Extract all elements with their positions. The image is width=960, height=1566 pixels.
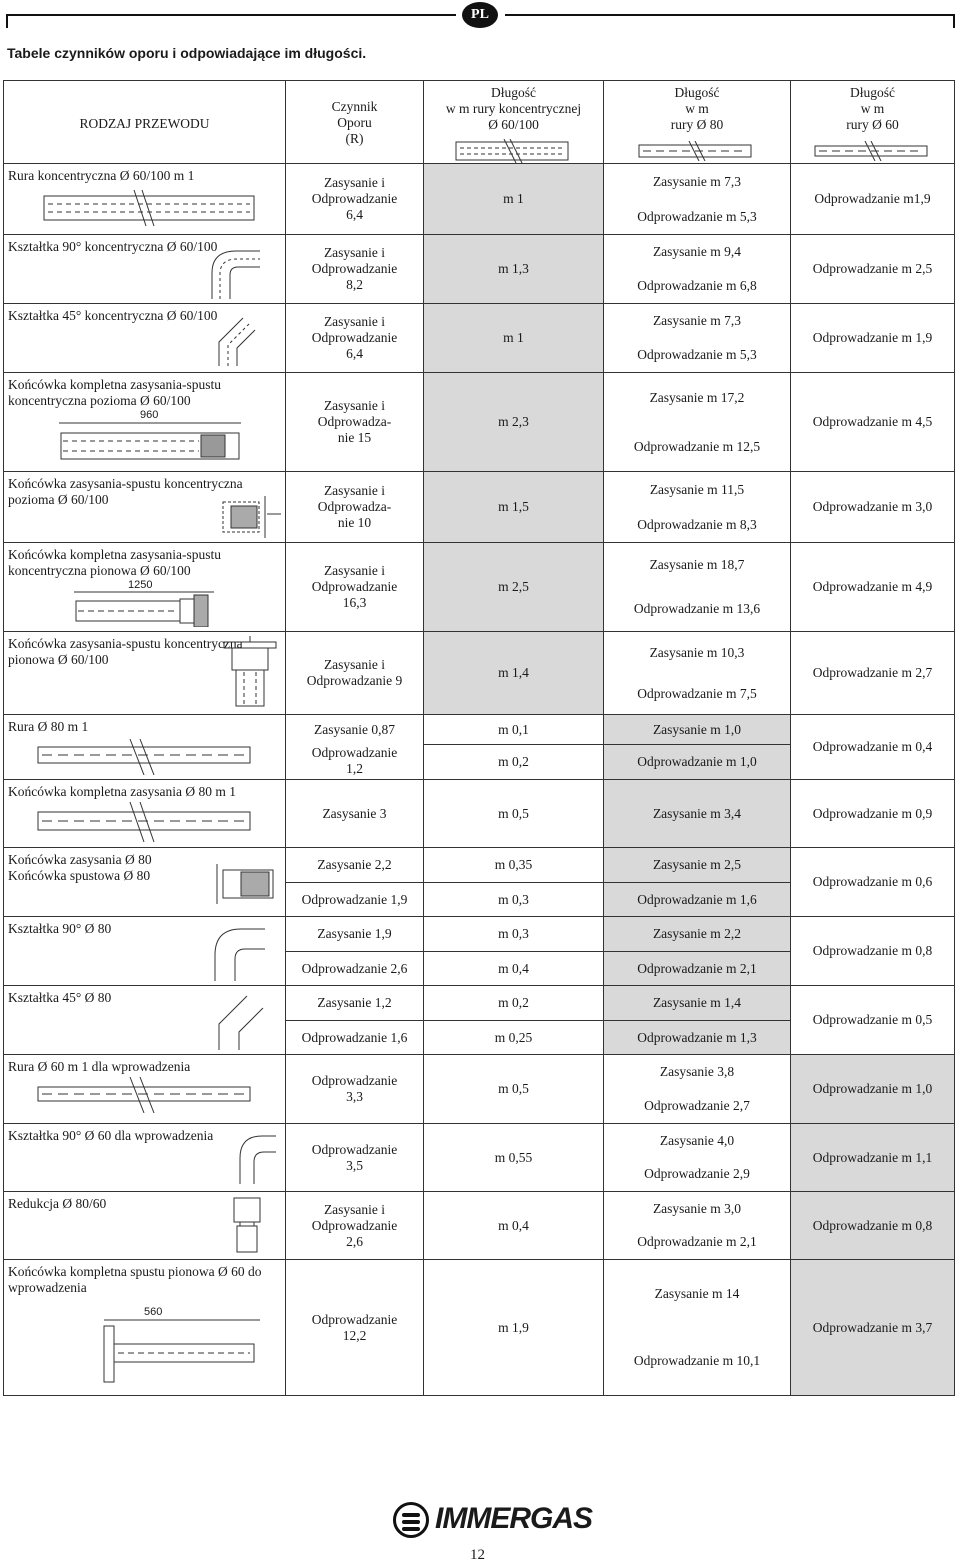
header-factor: Czynnik Oporu (R) bbox=[286, 81, 424, 164]
row-label: Kształtka 45° Ø 80 bbox=[4, 986, 286, 1055]
coax-length-cell: m 0,55 bbox=[424, 1124, 604, 1192]
factor-cell: Odprowadzanie 3,5 bbox=[286, 1124, 424, 1192]
table-row bbox=[4, 1260, 955, 1396]
length-80-cell: Zasysanie m 17,2 Odprowadzanie m 12,5 bbox=[604, 373, 791, 472]
length-80-cell: Zasysanie m 7,3 Odprowadzanie m 5,3 bbox=[604, 304, 791, 373]
length-60-cell: Odprowadzanie m 1,1 bbox=[791, 1124, 955, 1192]
horizontal-terminal-icon bbox=[59, 419, 244, 465]
table-row bbox=[4, 304, 955, 373]
elbow-90-80-icon bbox=[209, 921, 269, 983]
factor-cell: Zasysanie i Odprowadzanie 6,4 bbox=[286, 304, 424, 373]
length-80-cell: Zasysanie m 7,3 Odprowadzanie m 5,3 bbox=[604, 164, 791, 235]
d80-intake: Zasysanie m 1,0 bbox=[604, 715, 790, 745]
resistance-table bbox=[3, 80, 955, 1396]
row-label: Redukcja Ø 80/60 bbox=[4, 1192, 286, 1260]
horizontal-terminal-short-icon bbox=[219, 496, 283, 538]
coax-length-cell bbox=[424, 715, 604, 780]
length-60-cell: Odprowadzanie m 3,0 bbox=[791, 472, 955, 543]
row-label: Końcówka zasysania-spustu koncentryczna pozioma Ø 60/100 bbox=[4, 472, 286, 543]
d80-intake: Zasysanie m 2,5 bbox=[604, 848, 790, 883]
coax-length-cell bbox=[424, 986, 604, 1055]
length-60-cell: Odprowadzanie m 0,6 bbox=[791, 848, 955, 917]
row-label: Końcówka kompletna spustu pionowa Ø 60 do wprowadzenia 560 bbox=[4, 1260, 286, 1396]
factor-intake: Zasysanie 1,9 bbox=[286, 917, 423, 952]
pipe-80-drawing bbox=[34, 731, 264, 775]
length-80-cell bbox=[604, 848, 791, 917]
factor-exhaust: Odprowadzanie 1,6 bbox=[301, 1029, 408, 1045]
header-length-80: Długość w m rury Ø 80 bbox=[604, 81, 791, 164]
length-80-cell: Zasysanie m 14 Odprowadzanie m 10,1 bbox=[604, 1260, 791, 1396]
factor-cell bbox=[286, 917, 424, 986]
brand-logo bbox=[393, 1500, 592, 1540]
coax-intake: m 0,35 bbox=[424, 848, 603, 883]
table-row bbox=[4, 164, 955, 235]
table-row bbox=[4, 632, 955, 715]
coax-length-cell: m 1 bbox=[424, 304, 604, 373]
table-header-row bbox=[4, 81, 955, 164]
length-60-cell: Odprowadzanie m 2,7 bbox=[791, 632, 955, 715]
d80-intake: Zasysanie m 1,4 bbox=[604, 986, 790, 1021]
table-row bbox=[4, 1192, 955, 1260]
vertical-terminal-60-icon bbox=[84, 1318, 264, 1390]
length-60-cell: Odprowadzanie m 0,5 bbox=[791, 986, 955, 1055]
d80-intake: Zasysanie m 2,2 bbox=[604, 917, 790, 952]
table-row bbox=[4, 1055, 955, 1124]
length-60-cell: Odprowadzanie m 1,9 bbox=[791, 304, 955, 373]
coax-exhaust: m 0,2 bbox=[498, 754, 529, 769]
coax-length-cell: m 0,5 bbox=[424, 780, 604, 848]
row-label: Kształtka 90° Ø 60 dla wprowadzenia bbox=[4, 1124, 286, 1192]
row-label: Końcówka kompletna zasysania Ø 80 m 1 bbox=[4, 780, 286, 848]
length-60-cell: Odprowadzanie m 3,7 bbox=[791, 1260, 955, 1396]
row-label: Końcówka zasysania-spustu koncentryczna pionowa Ø 60/100 bbox=[4, 632, 286, 715]
terminal-80-drawing bbox=[34, 798, 264, 842]
row-label: Kształtka 90° Ø 80 bbox=[4, 917, 286, 986]
coax-intake: m 0,3 bbox=[424, 917, 603, 952]
coax-length-cell: m 1,9 bbox=[424, 1260, 604, 1396]
length-60-cell: Odprowadzanie m 0,8 bbox=[791, 917, 955, 986]
terminal-80-short-icon bbox=[209, 864, 279, 904]
coax-length-cell bbox=[424, 848, 604, 917]
banner-line-left bbox=[6, 14, 456, 16]
coax-intake: m 0,2 bbox=[424, 986, 603, 1021]
length-80-cell: Zasysanie 3,8 Odprowadzanie 2,7 bbox=[604, 1055, 791, 1124]
length-80-cell bbox=[604, 986, 791, 1055]
table-row bbox=[4, 235, 955, 304]
factor-cell bbox=[286, 715, 424, 780]
factor-cell: Zasysanie i Odprowadzanie 6,4 bbox=[286, 164, 424, 235]
factor-intake: Zasysanie 0,87 bbox=[314, 721, 395, 737]
coax-length-cell: m 1,3 bbox=[424, 235, 604, 304]
factor-intake: Zasysanie 2,2 bbox=[286, 848, 423, 883]
top-banner bbox=[0, 0, 960, 40]
table-row bbox=[4, 543, 955, 632]
factor-cell: Zasysanie i Odprowadzanie 16,3 bbox=[286, 543, 424, 632]
coax-exhaust: m 0,3 bbox=[498, 891, 529, 907]
factor-exhaust: Odprowadzanie 1,2 bbox=[311, 745, 398, 776]
coax-exhaust: m 0,4 bbox=[498, 960, 529, 976]
pipe-60-icon bbox=[813, 141, 933, 161]
row-label: Końcówka zasysania Ø 80 Końcówka spustowa Ø 80 bbox=[4, 848, 286, 917]
length-60-cell: Odprowadzanie m 0,8 bbox=[791, 1192, 955, 1260]
factor-exhaust: Odprowadzanie 1,9 bbox=[301, 891, 408, 907]
coax-length-cell: m 2,5 bbox=[424, 543, 604, 632]
elbow-90-coax-icon bbox=[204, 243, 264, 299]
banner-line-right bbox=[505, 14, 955, 16]
coax-exhaust: m 0,25 bbox=[494, 1029, 533, 1045]
elbow-45-80-icon bbox=[209, 990, 269, 1052]
language-badge: PL bbox=[462, 2, 498, 28]
length-80-cell: Zasysanie m 11,5 Odprowadzanie m 8,3 bbox=[604, 472, 791, 543]
row-label: Końcówka kompletna zasysania-spustu koncentryczna pionowa Ø 60/100 1250 bbox=[4, 543, 286, 632]
factor-cell: Zasysanie i Odprowadzanie 2,6 bbox=[286, 1192, 424, 1260]
banner-tick-right bbox=[953, 14, 955, 28]
elbow-90-60-icon bbox=[234, 1130, 280, 1186]
d80-exhaust: Odprowadzanie m 1,0 bbox=[637, 754, 757, 769]
factor-cell bbox=[286, 848, 424, 917]
length-80-cell: Zasysanie m 10,3 Odprowadzanie m 7,5 bbox=[604, 632, 791, 715]
coax-length-cell: m 1,4 bbox=[424, 632, 604, 715]
vertical-terminal-cap-icon bbox=[220, 636, 280, 708]
coax-length-cell: m 0,5 bbox=[424, 1055, 604, 1124]
dimension-label: 960 bbox=[140, 409, 159, 421]
factor-exhaust: Odprowadzanie 2,6 bbox=[301, 960, 408, 976]
coax-pipe-icon bbox=[454, 139, 574, 163]
factor-cell: Odprowadzanie 12,2 bbox=[286, 1260, 424, 1396]
table-row bbox=[4, 986, 955, 1055]
table-row bbox=[4, 848, 955, 917]
header-length-60: Długość w m rury Ø 60 bbox=[791, 81, 955, 164]
row-label: Końcówka kompletna zasysania-spustu koncentryczna pozioma Ø 60/100 960 bbox=[4, 373, 286, 472]
banner-tick-left bbox=[6, 14, 8, 28]
length-60-cell: Odprowadzanie m 0,4 bbox=[791, 715, 955, 780]
elbow-45-coax-icon bbox=[199, 308, 259, 368]
length-80-cell: Zasysanie m 3,4 bbox=[604, 780, 791, 848]
page-number: 12 bbox=[470, 1547, 485, 1563]
table-row bbox=[4, 715, 955, 780]
coax-pipe-drawing bbox=[34, 190, 264, 226]
factor-cell: Odprowadzanie 3,3 bbox=[286, 1055, 424, 1124]
factor-cell: Zasysanie i Odprowadzanie 9 bbox=[286, 632, 424, 715]
header-length-coax: Długość w m rury koncentrycznej Ø 60/100 bbox=[424, 81, 604, 164]
factor-cell: Zasysanie 3 bbox=[286, 780, 424, 848]
pipe-60-drawing bbox=[34, 1073, 264, 1113]
coax-length-cell: m 1,5 bbox=[424, 472, 604, 543]
table-row bbox=[4, 1124, 955, 1192]
length-80-cell: Zasysanie 4,0 Odprowadzanie 2,9 bbox=[604, 1124, 791, 1192]
logo-wordmark: IMMERGAS bbox=[435, 1502, 592, 1535]
dimension-label: 1250 bbox=[128, 579, 153, 591]
table-row bbox=[4, 472, 955, 543]
length-60-cell: Odprowadzanie m1,9 bbox=[791, 164, 955, 235]
length-60-cell: Odprowadzanie m 2,5 bbox=[791, 235, 955, 304]
row-label: Rura Ø 80 m 1 bbox=[4, 715, 286, 780]
table-row bbox=[4, 780, 955, 848]
factor-cell: Zasysanie i Odprowadzanie 8,2 bbox=[286, 235, 424, 304]
table-row bbox=[4, 917, 955, 986]
factor-cell bbox=[286, 986, 424, 1055]
length-60-cell: Odprowadzanie m 4,9 bbox=[791, 543, 955, 632]
page-heading: Tabele czynników oporu i odpowiadające im długości. bbox=[7, 45, 367, 61]
reducer-icon bbox=[232, 1196, 262, 1256]
vertical-terminal-icon bbox=[74, 589, 224, 627]
logo-mark-icon bbox=[393, 1502, 429, 1538]
factor-cell: Zasysanie i Odprowadza- nie 10 bbox=[286, 472, 424, 543]
coax-intake: m 0,1 bbox=[424, 715, 603, 745]
d80-exhaust: Odprowadzanie m 2,1 bbox=[637, 960, 757, 976]
pipe-80-icon bbox=[637, 141, 757, 161]
d80-exhaust: Odprowadzanie m 1,3 bbox=[637, 1029, 757, 1045]
length-60-cell: Odprowadzanie m 0,9 bbox=[791, 780, 955, 848]
row-label: Rura koncentryczna Ø 60/100 m 1 bbox=[4, 164, 286, 235]
length-80-cell bbox=[604, 917, 791, 986]
coax-length-cell bbox=[424, 917, 604, 986]
length-80-cell bbox=[604, 715, 791, 780]
row-label: Rura Ø 60 m 1 dla wprowadzenia bbox=[4, 1055, 286, 1124]
row-label: Kształtka 45° koncentryczna Ø 60/100 bbox=[4, 304, 286, 373]
header-duct-type: RODZAJ PRZEWODU bbox=[4, 81, 286, 164]
coax-length-cell: m 0,4 bbox=[424, 1192, 604, 1260]
length-80-cell: Zasysanie m 3,0 Odprowadzanie m 2,1 bbox=[604, 1192, 791, 1260]
coax-length-cell: m 1 bbox=[424, 164, 604, 235]
length-80-cell: Zasysanie m 9,4 Odprowadzanie m 6,8 bbox=[604, 235, 791, 304]
length-80-cell: Zasysanie m 18,7 Odprowadzanie m 13,6 bbox=[604, 543, 791, 632]
factor-cell: Zasysanie i Odprowadza- nie 15 bbox=[286, 373, 424, 472]
d80-exhaust: Odprowadzanie m 1,6 bbox=[637, 891, 757, 907]
row-label: Kształtka 90° koncentryczna Ø 60/100 bbox=[4, 235, 286, 304]
length-60-cell: Odprowadzanie m 4,5 bbox=[791, 373, 955, 472]
table-row bbox=[4, 373, 955, 472]
dimension-label: 560 bbox=[144, 1306, 163, 1318]
length-60-cell: Odprowadzanie m 1,0 bbox=[791, 1055, 955, 1124]
factor-intake: Zasysanie 1,2 bbox=[286, 986, 423, 1021]
coax-length-cell: m 2,3 bbox=[424, 373, 604, 472]
